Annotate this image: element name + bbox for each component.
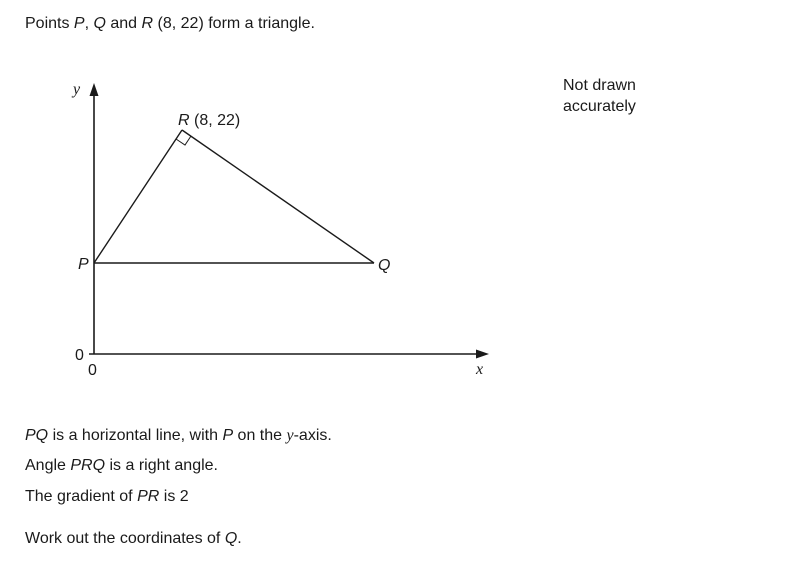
s1-text-2: on the (233, 427, 287, 444)
intro-point-q: Q (93, 15, 106, 32)
statement-gradient (25, 488, 189, 506)
origin-x-label: 0 (88, 362, 97, 379)
statement-right-angle (25, 457, 218, 475)
question-prompt (25, 530, 242, 548)
origin-y-label: 0 (75, 347, 84, 364)
point-p-label: P (78, 256, 89, 273)
s2-text-2: is a right angle. (105, 457, 218, 474)
side-rq (182, 130, 374, 263)
s4-text-1: Work out the coordinates of (25, 530, 225, 547)
intro-r-coords: (8, 22) (153, 15, 204, 32)
intro-point-r: R (141, 15, 154, 32)
s3-pr: PR (137, 488, 160, 505)
side-pr (94, 130, 182, 263)
s4-q: Q (224, 530, 238, 547)
intro-and: and (105, 15, 142, 32)
intro-point-p: P (73, 15, 85, 32)
s2-prq: PRQ (70, 457, 106, 474)
point-r-letter: R (178, 112, 190, 129)
note-line-1: Not drawn (563, 77, 636, 94)
s3-text-2: is 2 (159, 488, 189, 505)
note-line-2: accurately (563, 98, 636, 115)
y-axis-label: y (73, 81, 81, 98)
s3-text-1: The gradient of (25, 488, 138, 505)
x-axis-label: x (476, 361, 484, 378)
s1-p: P (222, 427, 234, 444)
s1-pq: PQ (25, 427, 49, 444)
s4-period: . (237, 530, 242, 547)
point-q-label: Q (378, 257, 391, 274)
right-angle-marker (176, 136, 191, 145)
s1-y: y (286, 427, 294, 444)
point-r-label (178, 112, 240, 129)
s1-text-1: is a horizontal line, with (48, 427, 223, 444)
y-axis-arrowhead (90, 83, 99, 96)
s1-text-3: -axis. (293, 427, 332, 444)
statement-pq-horizontal (25, 427, 332, 445)
point-r-coords: (8, 22) (189, 112, 241, 129)
intro-comma: , (84, 15, 94, 32)
intro-suffix: form a triangle. (203, 15, 315, 32)
x-axis-arrowhead (476, 350, 489, 359)
intro-prefix: Points (25, 15, 74, 32)
s2-text-1: Angle (25, 457, 71, 474)
